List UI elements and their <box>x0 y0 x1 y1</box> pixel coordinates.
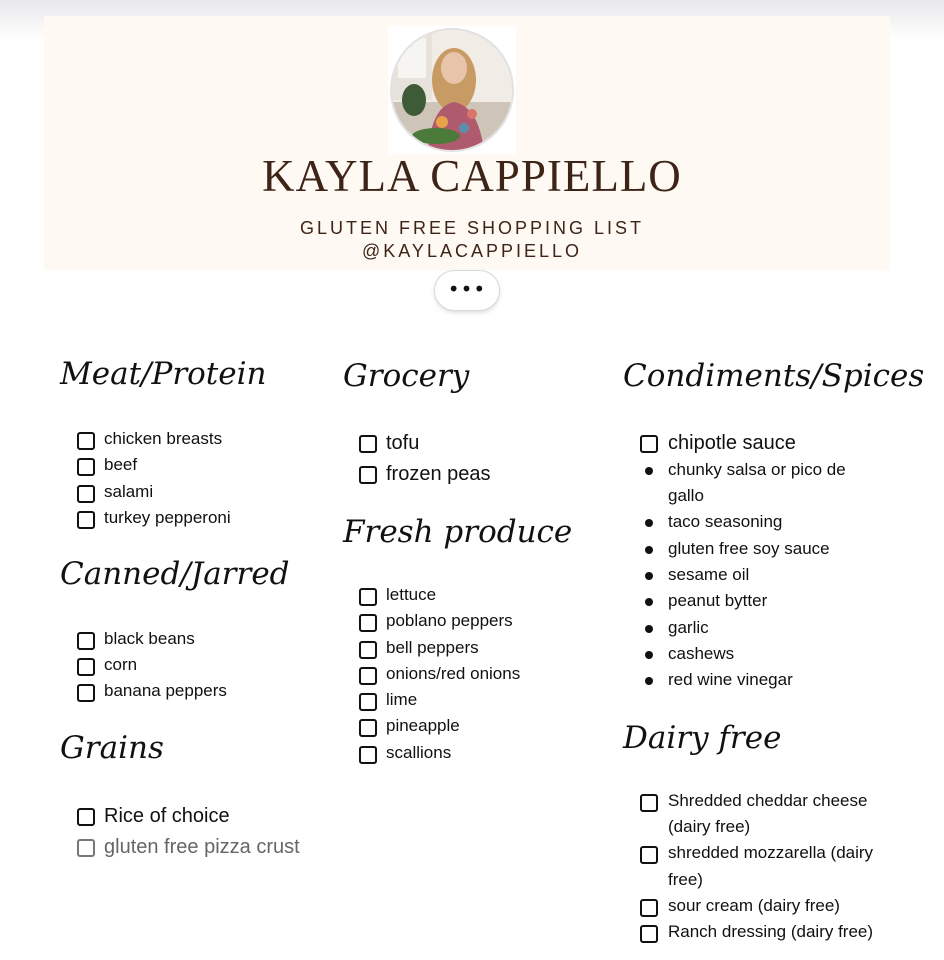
avatar-photo <box>392 30 512 150</box>
bullet-icon <box>645 572 653 580</box>
list-item: taco seasoning <box>668 512 783 531</box>
list-item: cashews <box>668 644 735 663</box>
checkbox[interactable] <box>359 667 377 685</box>
list-item: black beans <box>104 629 195 648</box>
list-item-continued: gallo <box>668 486 704 505</box>
checkbox[interactable] <box>359 746 377 764</box>
checkbox[interactable] <box>640 846 658 864</box>
list-item: sesame oil <box>668 565 750 584</box>
list-item: chunky salsa or pico de <box>668 460 846 479</box>
list-item: tofu <box>386 432 420 454</box>
checkbox[interactable] <box>77 808 95 826</box>
bullet-icon <box>645 677 653 685</box>
checkbox[interactable] <box>359 588 377 606</box>
checkbox[interactable] <box>77 658 95 676</box>
checkbox[interactable] <box>640 899 658 917</box>
list-item: Ranch dressing (dairy free) <box>668 922 874 941</box>
list-item-continued: (dairy free) <box>668 817 751 836</box>
avatar[interactable] <box>390 28 514 152</box>
list-item: banana peppers <box>104 681 227 700</box>
bullet-icon <box>645 519 653 527</box>
list-item: bell peppers <box>386 638 479 657</box>
section-title-condiments: Condiments/Spices <box>623 358 925 394</box>
list-item: lime <box>386 690 418 709</box>
profile-name: KAYLA CAPPIELLO <box>262 151 682 201</box>
checkbox[interactable] <box>640 794 658 812</box>
checkbox[interactable] <box>77 632 95 650</box>
checkbox[interactable] <box>359 466 377 484</box>
list-item: chipotle sauce <box>668 432 796 454</box>
checkbox[interactable] <box>359 641 377 659</box>
checkbox[interactable] <box>359 435 377 453</box>
list-item: corn <box>104 655 138 674</box>
checkbox[interactable] <box>77 485 95 503</box>
list-item: pineapple <box>386 716 460 735</box>
section-title-produce: Fresh produce <box>343 514 573 550</box>
section-title-grocery: Grocery <box>343 358 470 394</box>
checkbox[interactable] <box>77 684 95 702</box>
list-item: gluten free soy sauce <box>668 539 830 558</box>
list-item: salami <box>104 482 154 501</box>
list-title: GLUTEN FREE SHOPPING LIST <box>299 218 645 238</box>
checkbox[interactable] <box>77 839 95 857</box>
checkbox[interactable] <box>77 432 95 450</box>
bullet-icon <box>645 598 653 606</box>
list-item: lettuce <box>386 585 437 604</box>
list-item: poblano peppers <box>386 611 513 630</box>
list-item: chicken breasts <box>104 429 223 448</box>
list-item: gluten free pizza crust <box>104 836 300 858</box>
list-item: Rice of choice <box>104 805 230 827</box>
bullet-icon <box>645 651 653 659</box>
list-item: shredded mozzarella (dairy <box>668 843 874 862</box>
section-title-canned: Canned/Jarred <box>60 556 290 592</box>
handle-text[interactable]: @KAYLACAPPIELLO <box>361 241 583 261</box>
list-item: sour cream (dairy free) <box>668 896 840 915</box>
bullet-icon <box>645 546 653 554</box>
bullet-icon <box>645 625 653 633</box>
section-title-meat: Meat/Protein <box>60 356 267 392</box>
checkbox[interactable] <box>359 693 377 711</box>
list-item: peanut bytter <box>668 591 768 610</box>
section-title-grains: Grains <box>60 730 164 766</box>
checkbox[interactable] <box>640 925 658 943</box>
checkbox[interactable] <box>77 511 95 529</box>
list-item: frozen peas <box>386 463 491 485</box>
checkbox[interactable] <box>640 435 658 453</box>
more-options-button[interactable] <box>434 270 500 311</box>
more-dots-icon: ••• <box>447 277 487 301</box>
list-item: beef <box>104 455 138 474</box>
list-item: Shredded cheddar cheese <box>668 791 868 810</box>
list-item: onions/red onions <box>386 664 521 683</box>
list-item: turkey pepperoni <box>104 508 231 527</box>
checkbox[interactable] <box>359 614 377 632</box>
checkbox[interactable] <box>359 719 377 737</box>
list-item-continued: free) <box>668 870 703 889</box>
section-title-dairy: Dairy free <box>623 720 782 756</box>
bullet-icon <box>645 467 653 475</box>
list-item: scallions <box>386 743 452 762</box>
checkbox[interactable] <box>77 458 95 476</box>
list-item: red wine vinegar <box>668 670 793 689</box>
list-item: garlic <box>668 618 709 637</box>
